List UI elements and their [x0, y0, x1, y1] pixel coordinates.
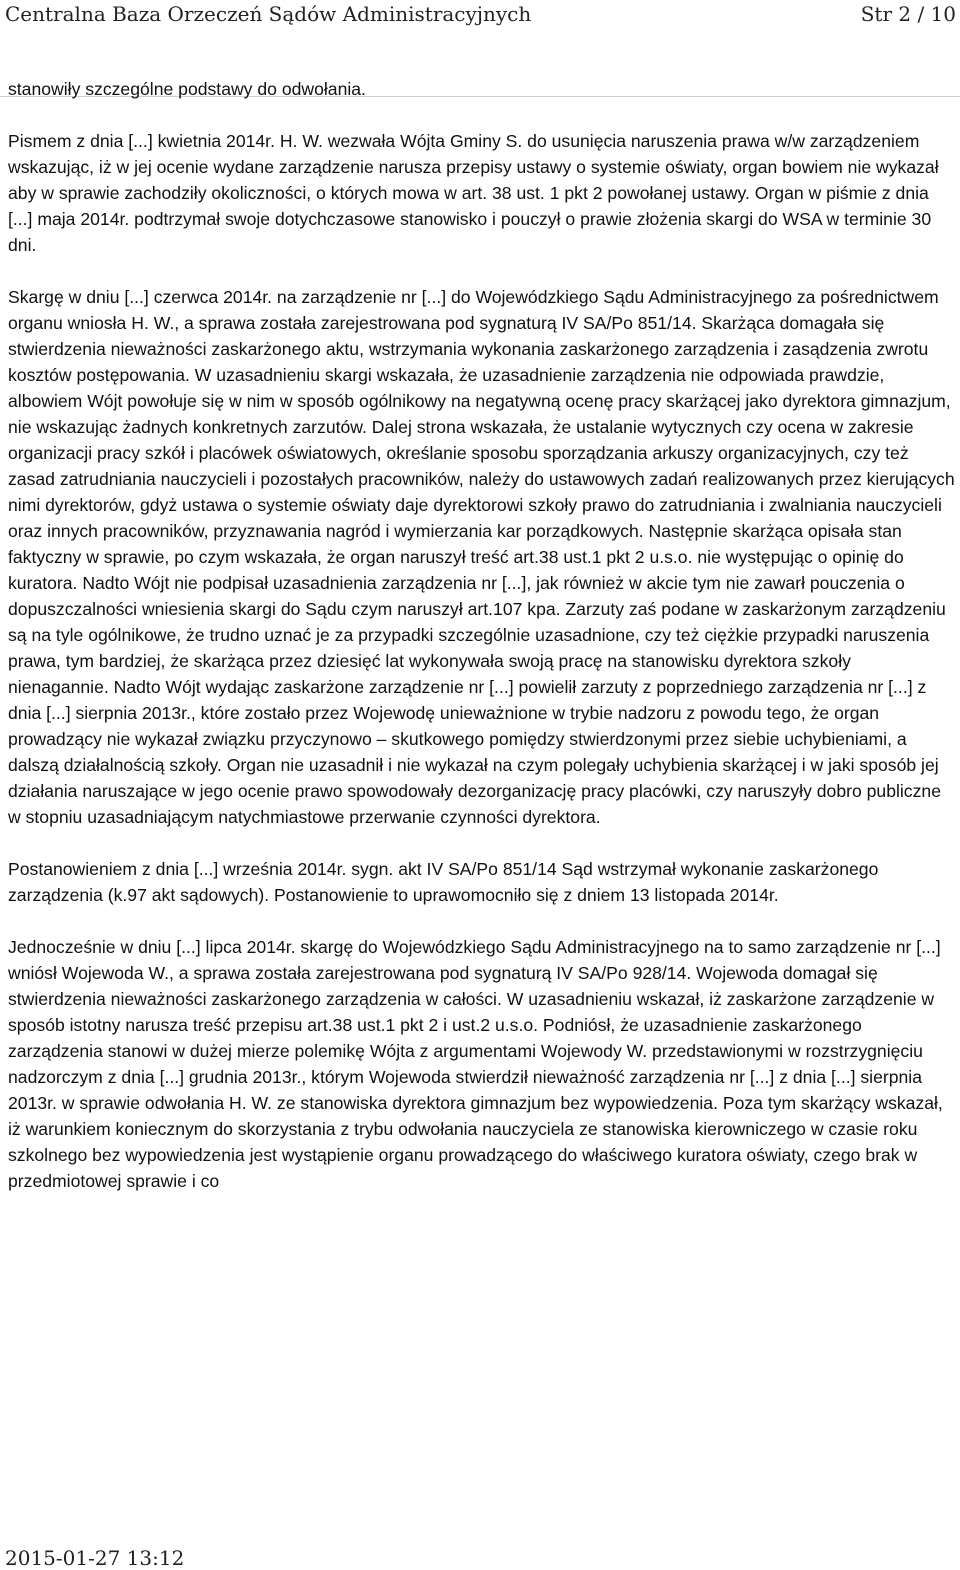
paragraph: Postanowieniem z dnia [...] września 2014r. sygn. akt IV SA/Po 851/14 Sąd wstrzymał wykonanie zaskarżonego zarządzenia (k.97 akt sądowych). Postanowienie to uprawomocniło się z dniem 13 listopada 2014r.: [8, 859, 879, 905]
page-header: [0, 0, 960, 40]
paragraph: Pismem z dnia [...] kwietnia 2014r. H. W. wezwała Wójta Gminy S. do usunięcia naruszenia prawa w/w zarządzeniem wskazując, iż w jej ocenie wydane zarządzenie narusza przepisy ustawy o systemie oświaty, organ bowiem nie wykazał aby w sprawie zachodziły okoliczności, o których mowa w art. 38 ust. 1 pkt 2 powołanej ustawy. Organ w piśmie z dnia [...] maja 2014r. podtrzymał swoje dotychczasowe stanowisko i pouczył o prawie złożenia skargi do WSA w terminie 30 dni.: [8, 131, 939, 255]
paragraph: Skargę w dniu [...] czerwca 2014r. na zarządzenie nr [...] do Wojewódzkiego Sądu Administracyjnego za pośrednictwem organu wniosła H. W., a sprawa została zarejestrowana pod sygnaturą IV SA/Po 851/14. Skarżąca domagała się stwierdzenia nieważności zaskarżonego aktu, wstrzymania wykonania zaskarżonego zarządzenia i zasądzenia zwrotu kosztów postępowania. W uzasadnieniu skargi wskazała, że uzasadnienie zarządzenia nie odpowiada prawdzie, albowiem Wójt powołuje się w nim w sposób ogólnikowy na negatywną ocenę pracy skarżącej jako dyrektora gimnazjum, nie wskazując żadnych konkretnych zarzutów. Dalej strona wskazała, że ustalanie wytycznych czy ocena w zakresie organizacji pracy szkół i placówek oświatowych, określanie sposobu sporządzania arkuszy organizacyjnych, czy też zasad zatrudniania nauczycieli i pozostałych pracowników, należy do ustawowych zadań realizowanych przez kierujących nimi dyrektorów, gdyż ustawa o systemie oświaty daje dyrektorowi szkoły prawo do zatrudniania i zwalniania nauczycieli oraz innych pracowników, przyznawania nagród i wymierzania kar porządkowych. Następnie skarżąca opisała stan faktyczny w sprawie, po czym wskazała, że organ naruszył treść art.38 ust.1 pkt 2 u.s.o. nie występując o opinię do kuratora. Nadto Wójt nie podpisał uzasadnienia zarządzenia nr [...], jak również w akcie tym nie zawarł pouczenia o dopuszczalności wniesienia skargi do Sądu czym naruszył art.107 kpa. Zarzuty zaś podane w zaskarżonym zarządzeniu są na tyle ogólnikowe, że trudno uznać je za przypadki szczególnie uzasadnione, czy też ciężkie przypadki naruszenia prawa, tym bardziej, że skarżąca przez dziesięć lat wykonywała swoją pracę na stanowisku dyrektora szkoły nienagannie. Nadto Wójt wydając zaskarżone zarządzenie nr [...] powielił zarzuty z poprzedniego zarządzenia nr [...] z dnia [...] sierpnia 2013r., które zostało przez Wojewodę unieważnione w trybie nadzoru z powodu tego, że organ prowadzący nie wykazał związku przyczynowo – skutkowego pomiędzy stwierdzonymi przez siebie uchybieniami, a dalszą działalnością szkoły. Organ nie uzasadnił i nie wykazał na czym polegały uchybienia skarżącej i w jaki sposób jej działania naruszające w jego ocenie prawo spowodowały dezorganizację pracy placówki, czy naruszyły dobro publiczne w stopniu uzasadniającym natychmiastowe przerwanie czynności dyrektora.: [8, 287, 955, 827]
page-number: Str 2 / 10: [860, 2, 956, 26]
paragraph: stanowiły szczególne podstawy do odwołania.: [8, 79, 366, 99]
print-timestamp: 2015-01-27 13:12: [5, 1546, 185, 1570]
document-body: [8, 76, 956, 1194]
document-source-title: Centralna Baza Orzeczeń Sądów Administracyjnych: [5, 2, 532, 26]
paragraph: Jednocześnie w dniu [...] lipca 2014r. skargę do Wojewódzkiego Sądu Administracyjnego na to samo zarządzenie nr [...] wniósł Wojewoda W., a sprawa została zarejestrowana pod sygnaturą IV SA/Po 928/14. Wojewoda domagał się stwierdzenia nieważności zaskarżonego zarządzenia w całości. W uzasadnieniu wskazał, iż zaskarżone zarządzenie w sposób istotny narusza treść przepisu art.38 ust.1 pkt 2 i ust.2 u.s.o. Podniósł, że uzasadnienie zaskarżonego zarządzenia stanowi w dużej mierze polemikę Wójta z argumentami Wojewody W. przedstawionymi w rozstrzygnięciu nadzorczym z dnia [...] grudnia 2013r., którym Wojewoda stwierdził nieważność zarządzenia nr [...] z dnia [...] sierpnia 2013r. w sprawie odwołania H. W. ze stanowiska dyrektora gimnazjum bez wypowiedzenia. Poza tym skarżący wskazał, iż warunkiem koniecznym do skorzystania z trybu odwołania nauczyciela ze stanowiska kierowniczego w czasie roku szkolnego bez wypowiedzenia jest wystąpienie organu prowadzącego do właściwego kuratora oświaty, czego brak w przedmiotowej sprawie i co: [8, 937, 943, 1191]
